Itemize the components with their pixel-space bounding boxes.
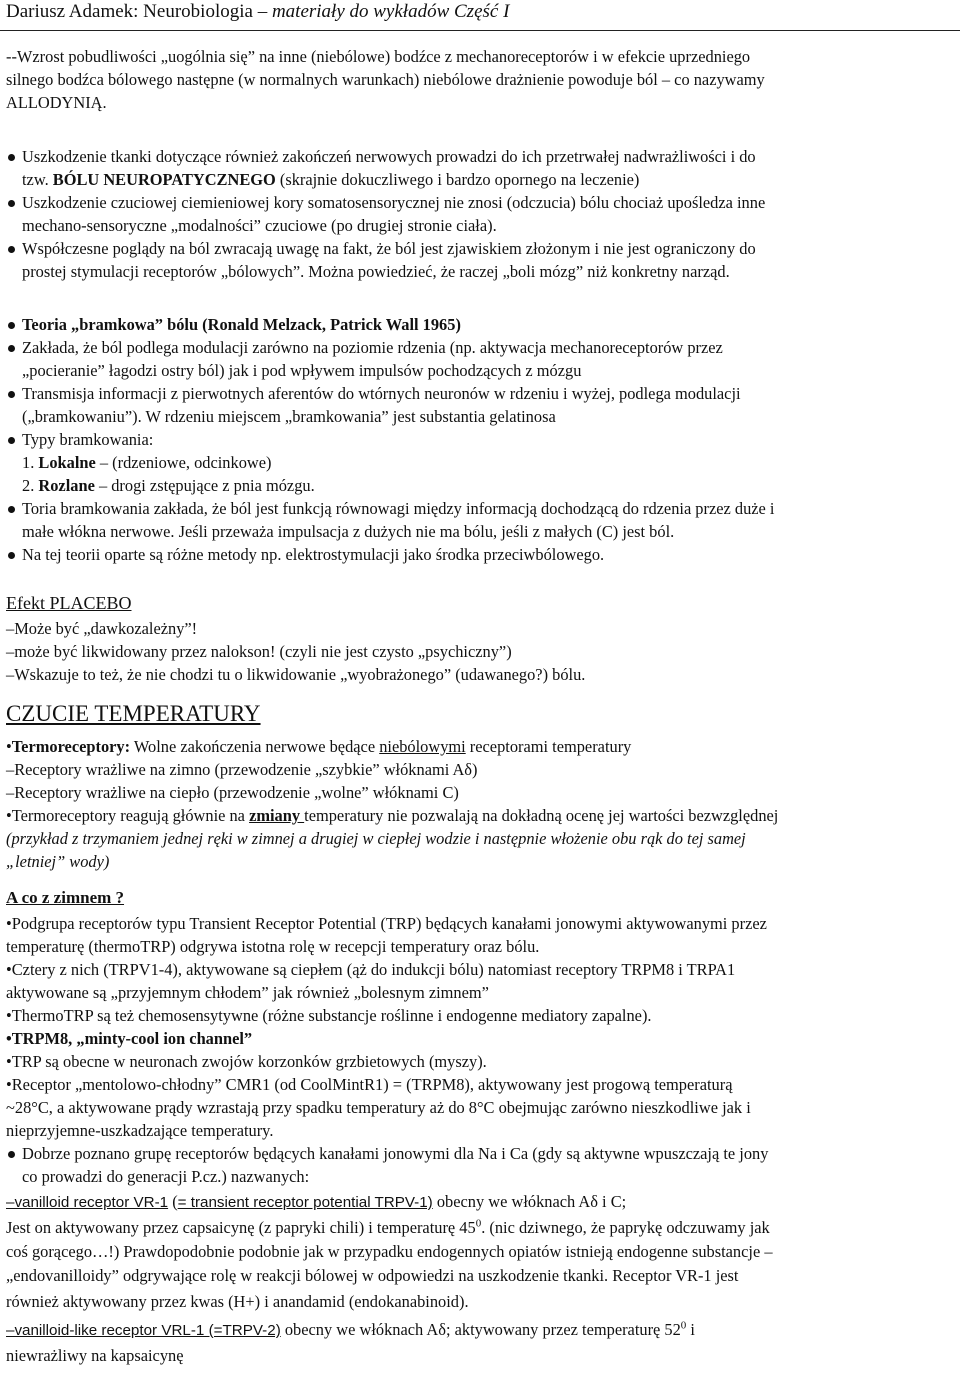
temperature-line-5: (przykład z trzymaniem jednej ręki w zimnej a drugiej w ciepłej wodzie i następnie włożenie obu rąk do tej samej (6, 829, 746, 848)
neuropathic-bullet-3-line-1: Współczesne poglądy na ból zwracają uwagę na fakt, że ból jest zjawiskiem złożonym i nie jest ograniczony do (22, 239, 756, 258)
header-subtitle: materiały do wykładów Część I (271, 1, 510, 22)
allodynia-line-1: --Wzrost pobudliwości „uogólnia się” na inne (niebólowe) bodźce z mechanoreceptorów i w efekcie uprzedniego (6, 47, 751, 66)
vanilloid-line-2: Jest on aktywowany przez capsaicynę (z papryki chili) i temperaturę $45^0$. (nic dziwnego, że paprykę odczuwamy jak (6, 1217, 770, 1237)
temperature-line-1: •Termoreceptory: Wolne zakończenia nerwowe będące niebólowymi receptorami temperatury (6, 737, 632, 756)
cold-line-9: ~28°C, a aktywowane prądy wzrastają przy spadku temperatury aż do 8°C obejmując zarówno nieszkodliwe jak i (6, 1098, 751, 1117)
temperature-line-4: •Termoreceptory reagują głównie na zmiany temperatury nie pozwalają na dokładną ocenę jej wartości bezwzględnej (6, 806, 779, 825)
vanilloid-line-7: niewrażliwy na kapsaicynę (6, 1346, 184, 1365)
bullet-icon (8, 506, 15, 513)
bullet-icon (8, 437, 15, 444)
gate-type-2: 2. Rozlane – drogi zstępujące z pnia mózgu. (22, 476, 315, 495)
gate-bullet-3-line-2: („bramkowaniu”). W rdzeniu miejscem „bramkowania” jest substantia gelatinosa (22, 407, 556, 426)
cold-line-2: temperaturę (thermoTRP) odgrywa istotna rolę w recepcji temperatury oraz bólu. (6, 937, 540, 956)
gate-bullet-2-line-1: Zakłada, że ból podlega modulacji zarówno na poziomie rdzenia (np. aktywacja mechanoreceptorów przez (22, 338, 723, 357)
vanilloid-line-5: również aktywowany przez kwas (H+) i anandamid (endokanabinoid). (6, 1292, 469, 1311)
neuropathic-bullet-1-line-2: tzw. BÓLU NEUROPATYCZNEGO (skrajnie dokuczliwego i bardzo opornego na leczenie) (22, 170, 640, 189)
cold-line-8: •Receptor „mentolowo-chłodny” CMR1 (od CoolMintR1) = (TRPM8), aktywowany jest progową temperaturą (6, 1075, 733, 1094)
cold-bullet-line-2: co prowadzi do generacji P.cz.) nazwanych: (22, 1167, 310, 1186)
vanilloid-line-6: –vanilloid-like receptor VRL-1 (=TRPV-2) obecny we włóknach Aδ; aktywowany przez temperaturę $52^0$ i (6, 1319, 695, 1339)
allodynia-line-2: silnego bodźca bólowego następne (w normalnych warunkach) niebólowe drażnienie powoduje ból – co nazywamy (6, 70, 765, 89)
vanilloid-line-3: coś gorącego…!) Prawdopodobnie podobnie jak w przypadku endogennych opiatów istnieją endogenne substancje – (6, 1242, 773, 1261)
vanilloid-line-1: –vanilloid receptor VR-1 (= transient receptor potential TRPV-1) obecny we włóknach Aδ i C; (6, 1192, 627, 1211)
gate-bullet-5-line-2: małe włókna nerwowe. Jeśli przeważa impulsacja z dużych nie ma bólu, jeśli z małych (C) jest ból. (22, 522, 675, 541)
placebo-line-3: –Wskazuje to też, że nie chodzi tu o likwidowanie „wyobrażonego” (udawanego?) bólu. (6, 665, 586, 684)
gate-bullet-5-line-1: Toria bramkowania zakłada, że ból jest funkcją równowagi między informacją dochodzącą do rdzenia przez duże i (22, 499, 775, 518)
cold-line-6: •TRPM8, „minty-cool ion channel” (6, 1029, 253, 1048)
gate-theory-title: Teoria „bramkowa” bólu (Ronald Melzack, Patrick Wall 1965) (22, 315, 461, 334)
cold-line-5: •ThermoTRP są też chemosensytywne (różne substancje roślinne i endogenne mediatory zapalne). (6, 1006, 652, 1025)
bullet-icon (8, 154, 15, 161)
cold-title: A co z zimnem ? (6, 888, 125, 907)
cold-bullet-line-1: Dobrze poznano grupę receptorów będących kanałami jonowymi dla Na i Ca (gdy są aktywne wpuszczają te jony (22, 1144, 769, 1163)
running-header (6, 0, 509, 24)
cold-line-1: •Podgrupa receptorów typu Transient Receptor Potential (TRP) będących kanałami jonowymi aktywowanymi przez (6, 914, 767, 933)
bullet-icon (8, 200, 15, 207)
header-dash: – (252, 1, 272, 22)
placebo-line-1: –Może być „dawkozależny”! (6, 619, 198, 638)
bullet-icon (8, 391, 15, 398)
header-rule (0, 30, 960, 31)
cold-line-4: aktywowane są „przyjemnym chłodem” jak również „bolesnym zimnem” (6, 983, 489, 1002)
gate-bullet-2-line-2: „pocieranie” łagodzi ostry ból) jak i pod wpływem impulsów pochodzących z mózgu (22, 361, 582, 380)
bullet-icon (8, 552, 15, 559)
neuropathic-bullet-1-line-1: Uszkodzenie tkanki dotyczące również zakończeń nerwowych prowadzi do ich przetrwałej nadwrażliwości i do (22, 147, 756, 166)
neuropathic-bullet-3-line-2: prostej stymulacji receptorów „bólowych”. Można powiedzieć, że raczej „boli mózg” niż konkretny narząd. (22, 262, 730, 281)
placebo-line-2: –może być likwidowany przez nalokson! (czyli nie jest czysto „psychiczny”) (6, 642, 512, 661)
temperature-line-3: –Receptory wrażliwe na ciepło (przewodzenie „wolne” włóknami C) (6, 783, 459, 802)
bullet-icon (8, 1151, 15, 1158)
neuropathic-pain-term: BÓLU NEUROPATYCZNEGO (52, 170, 276, 189)
gate-bullet-3-line-1: Transmisja informacji z pierwotnych aferentów do wtórnych neuronów w rdzeniu i wyżej, podlega modulacji (22, 384, 741, 403)
header-author: Dariusz Adamek: Neurobiologia (6, 1, 253, 22)
temperature-line-2: –Receptory wrażliwe na zimno (przewodzenie „szybkie” włóknami Aδ) (6, 760, 478, 779)
placebo-title: Efekt PLACEBO (6, 593, 132, 613)
temperature-line-6: „letniej” wody) (6, 852, 110, 871)
cold-line-10: nieprzyjemne-uszkadzające temperatury. (6, 1121, 274, 1140)
gate-bullet-6: Na tej teorii oparte są różne metody np. elektrostymulacji jako środka przeciwbólowego. (22, 545, 605, 564)
bullet-icon (8, 246, 15, 253)
gate-type-1: 1. Lokalne – (rdzeniowe, odcinkowe) (22, 453, 272, 472)
bullet-icon (8, 345, 15, 352)
temperature-section-title: CZUCIE TEMPERATURY (6, 701, 261, 726)
gate-types-label: Typy bramkowania: (22, 430, 154, 449)
bullet-icon (8, 322, 15, 329)
cold-line-3: •Cztery z nich (TRPV1-4), aktywowane są ciepłem (ąż do indukcji bólu) natomiast receptory TRPM8 i TRPA1 (6, 960, 736, 979)
neuropathic-bullet-2-line-1: Uszkodzenie czuciowej ciemieniowej kory somatosensorycznej nie znosi (odczucia) bólu chociaż upośledza inne (22, 193, 766, 212)
allodynia-line-3: ALLODYNIĄ. (6, 93, 107, 112)
vanilloid-line-4: „endovanilloidy” odgrywające rolę w reakcji bólowej w odpowiedzi na uszkodzenie tkanki. Receptor VR-1 jest (6, 1266, 739, 1285)
cold-line-7: •TRP są obecne w neuronach zwojów korzonków grzbietowych (myszy). (6, 1052, 487, 1071)
neuropathic-bullet-2-line-2: mechano-sensoryczne „modalności” czuciowe (po drugiej stronie ciała). (22, 216, 497, 235)
